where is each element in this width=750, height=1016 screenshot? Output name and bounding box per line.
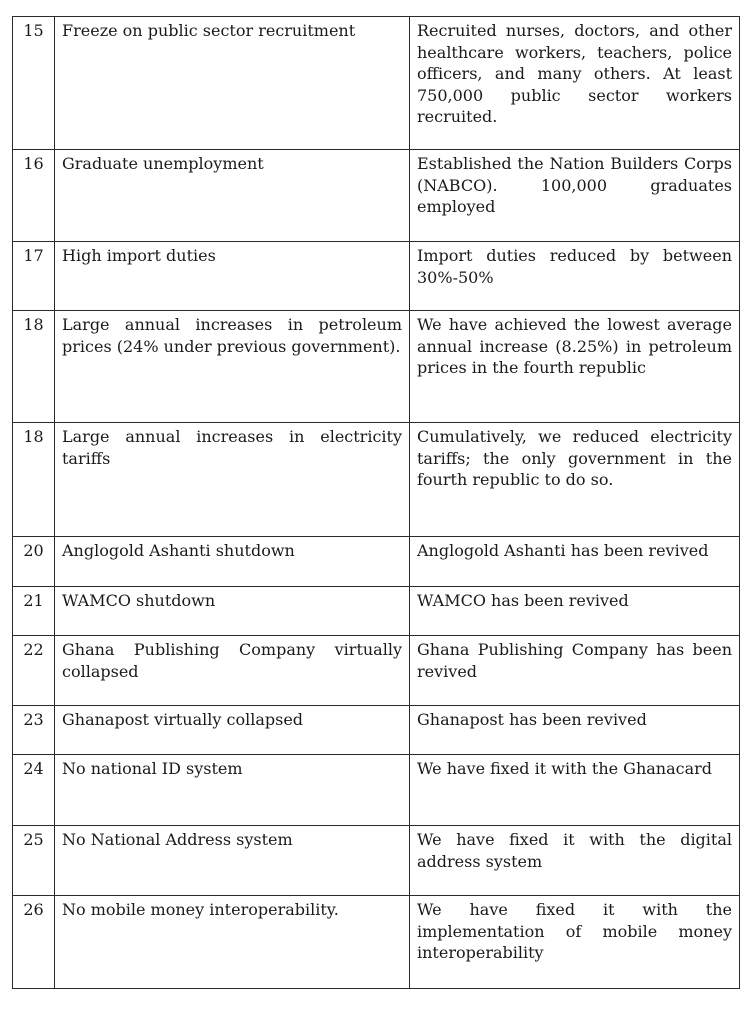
- table-row: [13, 423, 740, 537]
- issue-cell: Large annual increases in electricity tariffs: [55, 423, 410, 537]
- table-row: [13, 755, 740, 826]
- issue-cell: Ghanapost virtually collapsed: [55, 706, 410, 755]
- action-cell: Ghana Publishing Company has been revived: [410, 636, 740, 706]
- issue-cell: No National Address system: [55, 826, 410, 896]
- row-number: 25: [13, 826, 55, 896]
- action-cell: We have fixed it with the digital address system: [410, 826, 740, 896]
- action-cell: Anglogold Ashanti has been revived: [410, 537, 740, 587]
- issue-cell: Graduate unemployment: [55, 150, 410, 242]
- action-cell: WAMCO has been revived: [410, 587, 740, 636]
- issue-cell: Large annual increases in petroleum prices (24% under previous government).: [55, 311, 410, 423]
- table-row: [13, 826, 740, 896]
- action-cell: We have fixed it with the implementation of mobile money interoperability: [410, 896, 740, 989]
- issue-cell: High import duties: [55, 242, 410, 311]
- issue-cell: Ghana Publishing Company virtually collapsed: [55, 636, 410, 706]
- row-number: 18: [13, 311, 55, 423]
- row-number: 20: [13, 537, 55, 587]
- issue-cell: Freeze on public sector recruitment: [55, 17, 410, 150]
- issue-cell: No national ID system: [55, 755, 410, 826]
- table-row: [13, 706, 740, 755]
- row-number: 26: [13, 896, 55, 989]
- table-row: [13, 896, 740, 989]
- issue-cell: WAMCO shutdown: [55, 587, 410, 636]
- action-cell: Import duties reduced by between 30%-50%: [410, 242, 740, 311]
- row-number: 17: [13, 242, 55, 311]
- table-row: [13, 587, 740, 636]
- row-number: 23: [13, 706, 55, 755]
- row-number: 18: [13, 423, 55, 537]
- table-row: [13, 17, 740, 150]
- table-row: [13, 636, 740, 706]
- row-number: 16: [13, 150, 55, 242]
- action-cell: Established the Nation Builders Corps (NABCO). 100,000 graduates employed: [410, 150, 740, 242]
- action-cell: We have fixed it with the Ghanacard: [410, 755, 740, 826]
- row-number: 15: [13, 17, 55, 150]
- issue-cell: Anglogold Ashanti shutdown: [55, 537, 410, 587]
- row-number: 24: [13, 755, 55, 826]
- row-number: 22: [13, 636, 55, 706]
- table-row: [13, 242, 740, 311]
- table-row: [13, 311, 740, 423]
- table-row: [13, 150, 740, 242]
- table-row: [13, 537, 740, 587]
- action-cell: We have achieved the lowest average annual increase (8.25%) in petroleum prices in the fourth republic: [410, 311, 740, 423]
- row-number: 21: [13, 587, 55, 636]
- action-cell: Ghanapost has been revived: [410, 706, 740, 755]
- action-cell: Recruited nurses, doctors, and other healthcare workers, teachers, police officers, and many others. At least 750,000 public sector workers recruited.: [410, 17, 740, 150]
- achievements-table: [12, 16, 740, 989]
- action-cell: Cumulatively, we reduced electricity tariffs; the only government in the fourth republic to do so.: [410, 423, 740, 537]
- issue-cell: No mobile money interoperability.: [55, 896, 410, 989]
